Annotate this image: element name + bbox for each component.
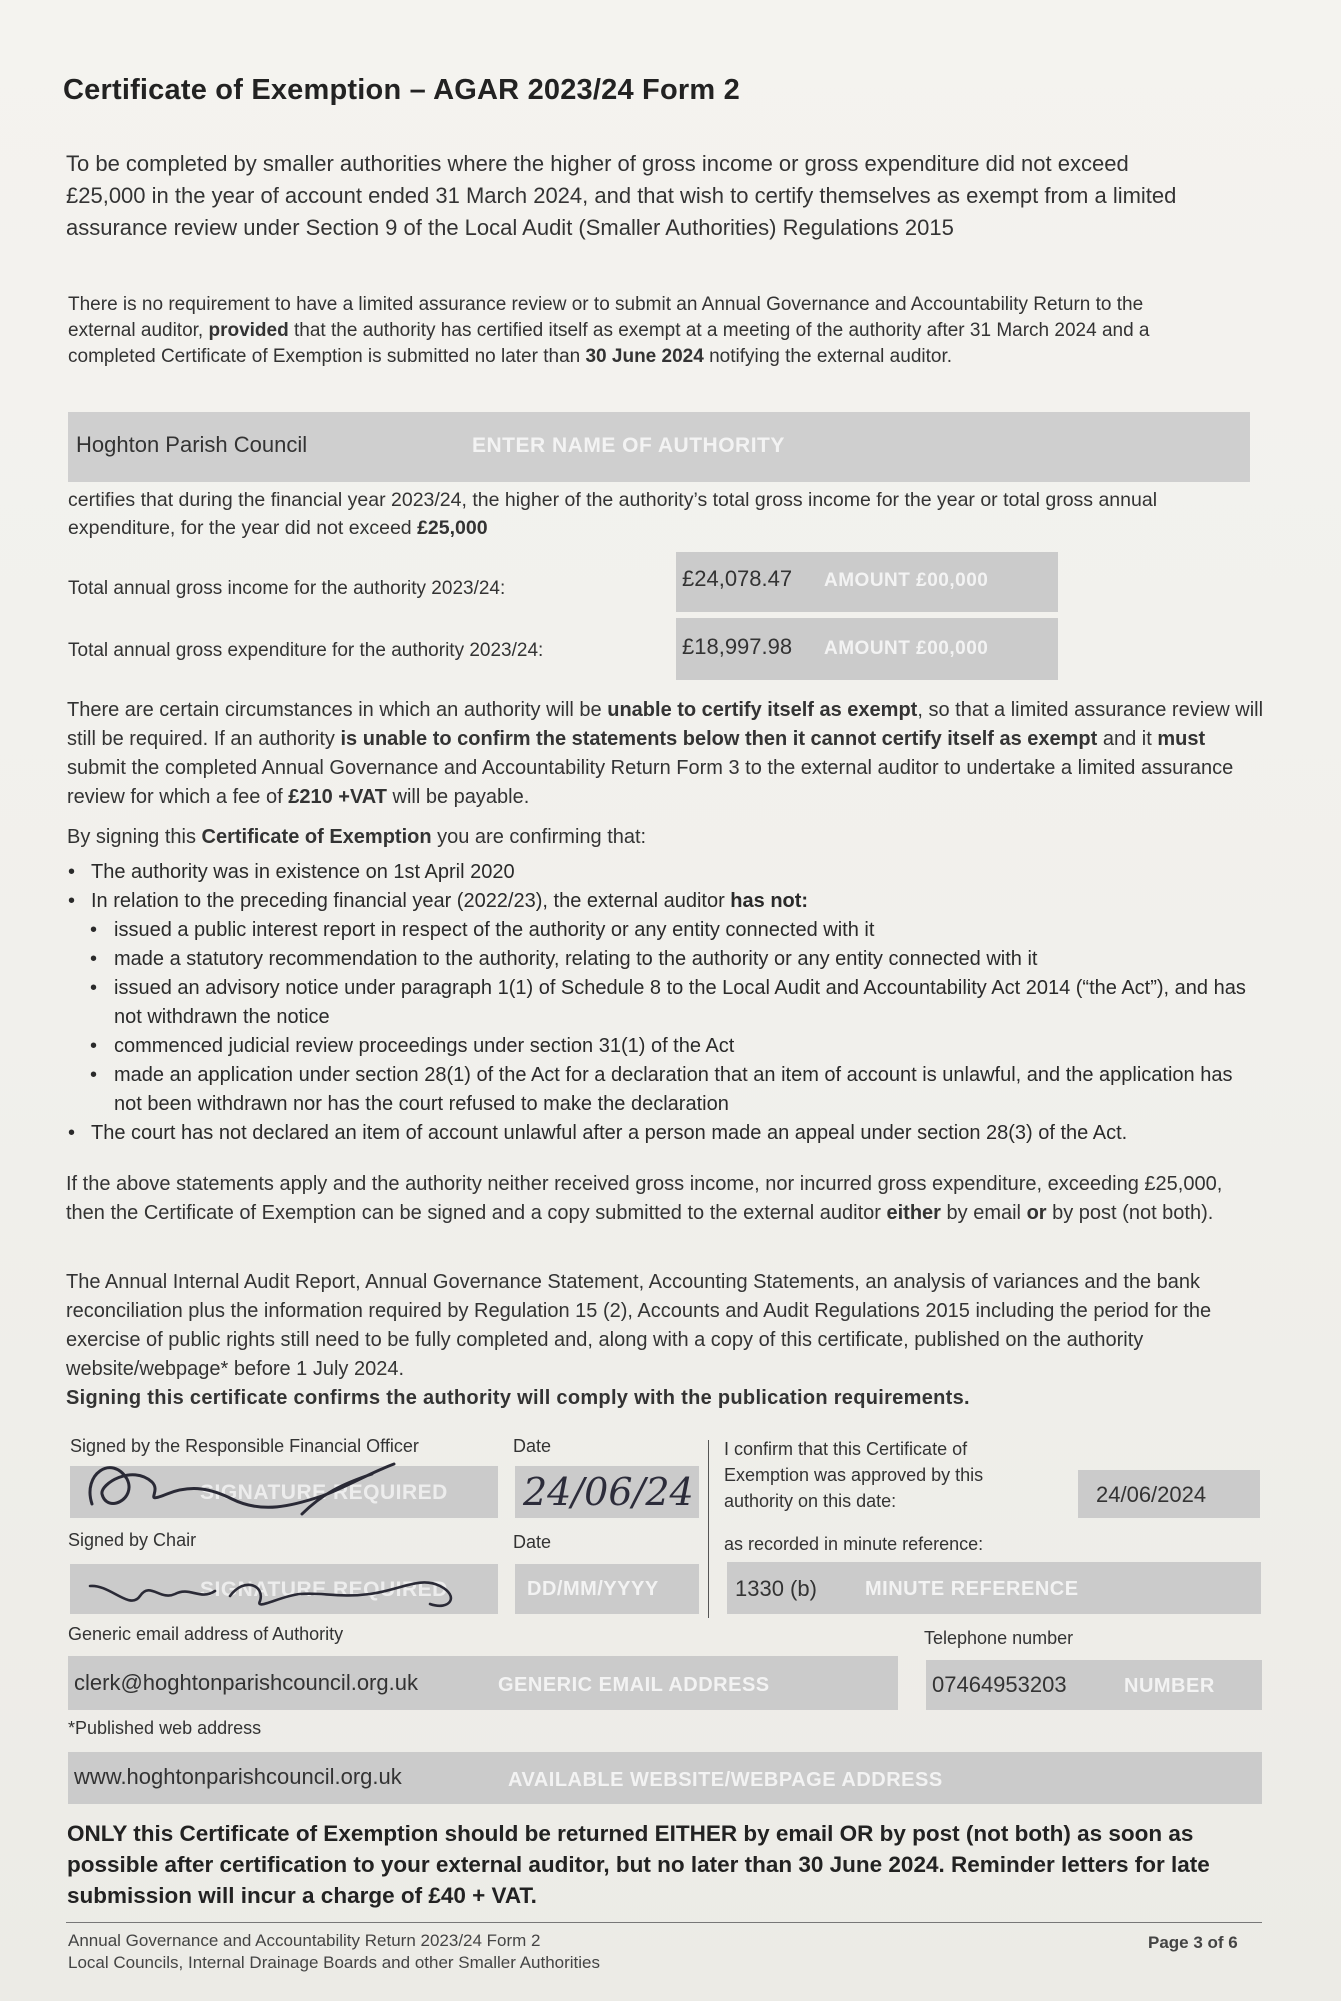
sub-statement: • issued an advisory notice under paragraph 1(1) of Schedule 8 to the Local Audit and Accountability Act 2014 (“the Act”), and has not withdrawn the notice <box>64 974 1264 1032</box>
minute-label: as recorded in minute reference: <box>724 1534 984 1554</box>
email-field[interactable] <box>68 1656 898 1710</box>
page-title: Certificate of Exemption – AGAR 2023/24 Form 2 <box>63 74 740 106</box>
income-amount-field[interactable] <box>676 552 1058 612</box>
certifies-statement <box>68 486 1218 542</box>
signature-divider <box>708 1440 709 1618</box>
apply-text-c: by email <box>940 1202 1027 1224</box>
sub-statement: • issued a public interest report in respect of the authority or any entity connected with it <box>64 916 1264 945</box>
email-placeholder: GENERIC EMAIL ADDRESS <box>498 1674 770 1696</box>
minute-reference-field[interactable] <box>727 1562 1261 1614</box>
circ-text-i: will be payable. <box>386 786 530 808</box>
circ-text-a: There are certain circumstances in which an authority will be <box>67 699 608 721</box>
statement-auditor <box>64 887 1264 916</box>
chair-date-label: Date <box>513 1532 552 1552</box>
web-address-field[interactable] <box>68 1752 1262 1804</box>
final-notice: ONLY this Certificate of Exemption should be returned EITHER by email OR by post (not both) as soon as possible after certification to your external auditor, but no later than 30 June 2024. Reminder letters for late submission will incur a charge of £40 + VAT. <box>67 1821 1210 1908</box>
confirm-intro-a: By signing this <box>67 826 202 848</box>
approval-date-field[interactable] <box>1078 1470 1260 1518</box>
email-value: clerk@hoghtonparishcouncil.org.uk <box>74 1670 418 1695</box>
chair-label: Signed by Chair <box>68 1530 197 1550</box>
confirm-intro-b: Certificate of Exemption <box>201 826 432 848</box>
apply-paragraph <box>66 1170 1266 1228</box>
certifies-limit: £25,000 <box>417 517 488 539</box>
apply-or: or <box>1026 1202 1047 1224</box>
statement-auditor-bold: has not: <box>730 890 809 912</box>
page-number: Page 3 of 6 <box>1148 1933 1238 1952</box>
approval-confirm-label: I confirm that this Certificate of Exemption was approved by this authority on this date: <box>724 1439 984 1511</box>
publication-text: The Annual Internal Audit Report, Annual Governance Statement, Accounting Statements, an analysis of variances and the bank reconciliation plus the information required by Regulation 15 (2), Accounts and Audit Regulations 2015 including the period for the exercise of public rights still need to be fully completed and, along with a copy of this certificate, published on the authority website/webpage* before 1 July 2024. <box>66 1271 1212 1380</box>
footer-line-2: Local Councils, Internal Drainage Boards and other Smaller Authorities <box>68 1953 601 1972</box>
approval-date-value: 24/06/2024 <box>1096 1482 1207 1507</box>
apply-text-e: by post (not both). <box>1046 1202 1214 1224</box>
expenditure-amount-placeholder: AMOUNT £00,000 <box>824 638 989 659</box>
authority-name-placeholder: ENTER NAME OF AUTHORITY <box>472 434 785 457</box>
chair-signature-icon <box>80 1556 480 1616</box>
rfo-date-field[interactable] <box>515 1466 699 1518</box>
requirement-deadline: 30 June 2024 <box>585 346 704 367</box>
circumstances-paragraph <box>67 696 1267 812</box>
web-label: *Published web address <box>68 1718 262 1738</box>
statement-existence: • The authority was in existence on 1st April 2020 <box>64 858 1264 887</box>
chair-date-field[interactable] <box>515 1564 699 1614</box>
sub-statement: • made an application under section 28(1) of the Act for a declaration that an item of account is unlawful, and the application has not been withdrawn nor has the court refused to make the declaration <box>64 1061 1264 1119</box>
income-label: Total annual gross income for the authority 2023/24: <box>68 578 506 599</box>
expenditure-label: Total annual gross expenditure for the authority 2023/24: <box>68 640 544 661</box>
expenditure-amount-field[interactable] <box>676 618 1058 680</box>
authority-name-value: Hoghton Parish Council <box>76 432 308 457</box>
phone-placeholder: NUMBER <box>1124 1675 1215 1697</box>
footer-rule <box>66 1922 1262 1923</box>
circ-text-g: submit the completed Annual Governance and Accountability Return Form 3 to the external auditor to undertake a limited assurance review for which a fee of <box>67 757 1234 808</box>
phone-value: 07464953203 <box>932 1672 1067 1697</box>
rfo-date-value: 24/06/24 <box>523 1470 694 1514</box>
circ-bold-f: must <box>1157 728 1206 750</box>
confirm-intro <box>67 823 1217 852</box>
intro-paragraph: To be completed by smaller authorities where the higher of gross income or gross expenditure did not exceed £25,000 in the year of account ended 31 March 2024, and that wish to certify themselves as exempt from a limited assurance review under Section 9 of the Local Audit (Smaller Authorities) Regulations 2015 <box>66 151 1177 240</box>
circ-bold-d: is unable to confirm the statements below then it cannot certify itself as exempt <box>340 728 1098 750</box>
statements-list <box>64 858 1264 1148</box>
statement-court: • The court has not declared an item of account unlawful after a person made an appeal under section 28(3) of the Act. <box>64 1119 1264 1148</box>
chair-date-placeholder: DD/MM/YYYY <box>527 1578 659 1600</box>
apply-text-a: If the above statements apply and the authority neither received gross income, nor incurred gross expenditure, exceeding £25,000, then the Certificate of Exemption can be signed and a copy submitted to the external auditor <box>66 1173 1223 1224</box>
requirement-note <box>68 292 1188 370</box>
publication-bold: Signing this certificate confirms the authority will comply with the publication requirements. <box>66 1387 970 1409</box>
chair-signature-field[interactable] <box>70 1564 498 1614</box>
rfo-signature-field[interactable] <box>70 1466 498 1518</box>
web-address-placeholder: AVAILABLE WEBSITE/WEBPAGE ADDRESS <box>508 1769 943 1791</box>
confirm-intro-c: you are confirming that: <box>431 826 647 848</box>
email-label: Generic email address of Authority <box>68 1624 344 1644</box>
web-address-value: www.hoghtonparishcouncil.org.uk <box>74 1764 402 1789</box>
requirement-text-3: notifying the external auditor. <box>703 346 953 367</box>
expenditure-amount-value: £18,997.98 <box>682 634 793 659</box>
requirement-provided: provided <box>208 320 289 341</box>
income-amount-value: £24,078.47 <box>682 566 793 591</box>
rfo-label: Signed by the Responsible Financial Officer <box>70 1436 419 1456</box>
authority-name-field[interactable] <box>68 412 1250 482</box>
sub-statement: • commenced judicial review proceedings under section 31(1) of the Act <box>64 1032 1264 1061</box>
statement-auditor-text: In relation to the preceding financial year (2022/23), the external auditor <box>91 890 731 912</box>
requirement-text: There is no requirement to have a limited assurance review or to submit an Annual Governance and Accountability Return to the external auditor, <box>68 294 1144 341</box>
minute-reference-value: 1330 (b) <box>735 1576 817 1601</box>
phone-field[interactable] <box>926 1660 1262 1710</box>
apply-either: either <box>886 1202 941 1224</box>
minute-reference-placeholder: MINUTE REFERENCE <box>865 1578 1079 1600</box>
circ-text-c: , so that a limited assurance review will still be required. If an authority <box>67 699 1264 750</box>
footer-left <box>68 1930 600 1974</box>
circ-fee: £210 +VAT <box>288 786 387 808</box>
circ-bold-b: unable to certify itself as exempt <box>607 699 918 721</box>
requirement-text-2: that the authority has certified itself as exempt at a meeting of the authority after 31 March 2024 and a completed Certificate of Exemption is submitted no later than <box>68 320 1150 367</box>
publication-paragraph <box>66 1268 1266 1413</box>
rfo-date-label: Date <box>513 1436 552 1456</box>
certifies-text: certifies that during the financial year 2023/24, the higher of the authority’s total gross income for the year or total gross annual expenditure, for the year did not exceed <box>68 489 1158 539</box>
circ-text-e: and it <box>1097 728 1158 750</box>
footer-line-1: Annual Governance and Accountability Return 2023/24 Form 2 <box>68 1931 541 1950</box>
rfo-signature-icon <box>72 1444 412 1524</box>
income-amount-placeholder: AMOUNT £00,000 <box>824 570 989 591</box>
phone-label: Telephone number <box>924 1628 1074 1648</box>
sub-statement: • made a statutory recommendation to the authority, relating to the authority or any entity connected with it <box>64 945 1264 974</box>
rfo-signature-placeholder: SIGNATURE REQUIRED <box>200 1481 448 1504</box>
chair-signature-placeholder: SIGNATURE REQUIRED <box>200 1578 448 1601</box>
